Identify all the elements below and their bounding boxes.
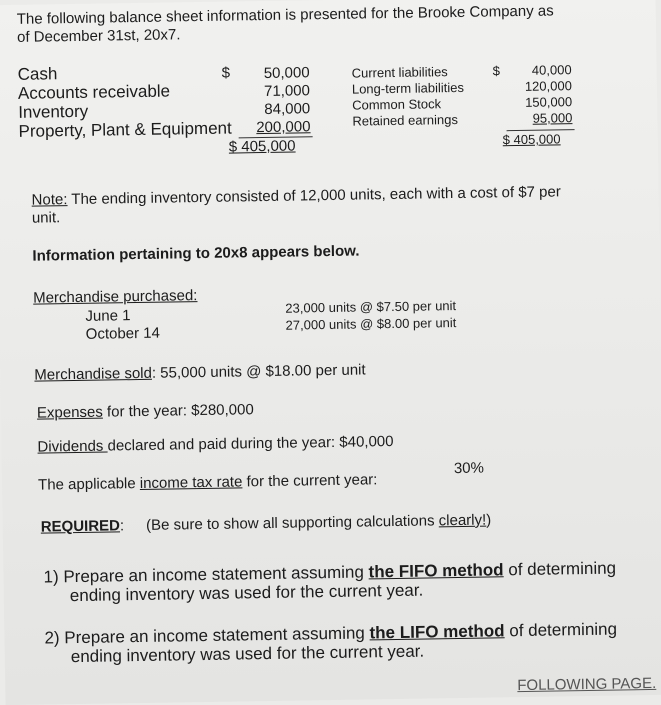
liability-value: 120,000 bbox=[524, 78, 572, 94]
asset-labels bbox=[17, 62, 231, 141]
dividends-text: declared and paid during the year: $40,000 bbox=[107, 433, 394, 455]
liability-value: 40,000 bbox=[531, 62, 572, 78]
purchases-heading: Merchandise purchased: bbox=[33, 287, 198, 307]
asset-values bbox=[242, 64, 311, 137]
asset-label: Cash bbox=[17, 64, 58, 84]
purchase-date: June 1 bbox=[85, 307, 131, 325]
asset-label: Accounts receivable bbox=[17, 81, 171, 103]
question-2-line-2: ending inventory was used for the current year. bbox=[70, 641, 425, 667]
asset-value: 200,000 bbox=[256, 118, 311, 137]
liability-labels bbox=[352, 64, 465, 130]
required-label: REQUIRED bbox=[40, 517, 121, 536]
asset-value: 84,000 bbox=[264, 100, 311, 119]
tax-rate-line bbox=[38, 471, 378, 493]
sold-text: : 55,000 units @ $18.00 per unit bbox=[151, 361, 366, 382]
info-heading: Information pertaining to 20x8 appears below. bbox=[32, 242, 360, 265]
question-text: of determining bbox=[504, 619, 618, 641]
asset-value: 50,000 bbox=[263, 64, 310, 83]
tax-pre: The applicable bbox=[37, 475, 140, 494]
dividends-label: Dividends bbox=[37, 437, 108, 456]
intro-line-1: The following balance sheet information is presented for the Brooke Company as bbox=[16, 2, 554, 28]
merchandise-sold bbox=[34, 361, 366, 383]
required-end: ) bbox=[486, 511, 492, 529]
tax-post: for the current year: bbox=[242, 471, 378, 491]
required-text: (Be sure to show all supporting calculations bbox=[145, 512, 439, 534]
expenses-text: for the year: $280,000 bbox=[102, 401, 254, 421]
note-line-1 bbox=[31, 183, 560, 208]
question-text: Prepare an income statement assuming bbox=[63, 562, 369, 587]
note-line-2: unit. bbox=[31, 209, 61, 227]
liability-dollar-sign: $ bbox=[492, 63, 500, 79]
fifo-method: the FIFO method bbox=[368, 560, 504, 582]
required-line bbox=[41, 511, 492, 535]
dividends bbox=[37, 433, 393, 456]
asset-value: 71,000 bbox=[263, 82, 311, 101]
liability-label: Retained earnings bbox=[352, 111, 459, 129]
liability-values bbox=[508, 62, 573, 127]
question-number: 1) bbox=[43, 567, 59, 587]
liability-value: 95,000 bbox=[532, 110, 573, 126]
required-emph: clearly! bbox=[438, 511, 487, 530]
liability-label: Common Stock bbox=[352, 96, 442, 113]
purchase-detail: 23,000 units @ $7.50 per unit bbox=[285, 298, 457, 316]
purchase-date: October 14 bbox=[85, 324, 161, 343]
sold-label: Merchandise sold bbox=[34, 364, 153, 384]
intro-line-2: of December 31st, 20x7. bbox=[16, 26, 181, 46]
liability-value: 150,000 bbox=[525, 94, 573, 110]
note-text: The ending inventory consisted of 12,000 units, each with a cost of $7 per bbox=[67, 183, 561, 209]
tax-rate-label: income tax rate bbox=[139, 473, 243, 493]
tax-rate-value: 30% bbox=[453, 459, 485, 478]
asset-label: Property, Plant & Equipment bbox=[18, 118, 232, 141]
liability-label: Long-term liabilities bbox=[351, 79, 465, 97]
lifo-method: the LIFO method bbox=[369, 621, 505, 643]
liability-total: $ 405,000 bbox=[502, 131, 561, 148]
expenses bbox=[37, 401, 254, 421]
asset-total: $ 405,000 bbox=[228, 137, 296, 156]
question-1-line-2: ending inventory was used for the current year. bbox=[69, 580, 424, 606]
question-text: Prepare an income statement assuming bbox=[64, 623, 370, 648]
note-label: Note: bbox=[31, 191, 68, 209]
question-text: of determining bbox=[503, 558, 617, 580]
purchase-detail: 27,000 units @ $8.00 per unit bbox=[285, 315, 457, 333]
asset-dollar-sign: $ bbox=[221, 64, 231, 82]
required-colon: : bbox=[119, 517, 125, 535]
asset-label: Inventory bbox=[18, 101, 89, 122]
question-number: 2) bbox=[44, 628, 60, 648]
following-page-note: FOLLOWING PAGE. bbox=[517, 674, 657, 695]
expenses-label: Expenses bbox=[36, 403, 103, 422]
liability-label: Current liabilities bbox=[351, 64, 448, 81]
